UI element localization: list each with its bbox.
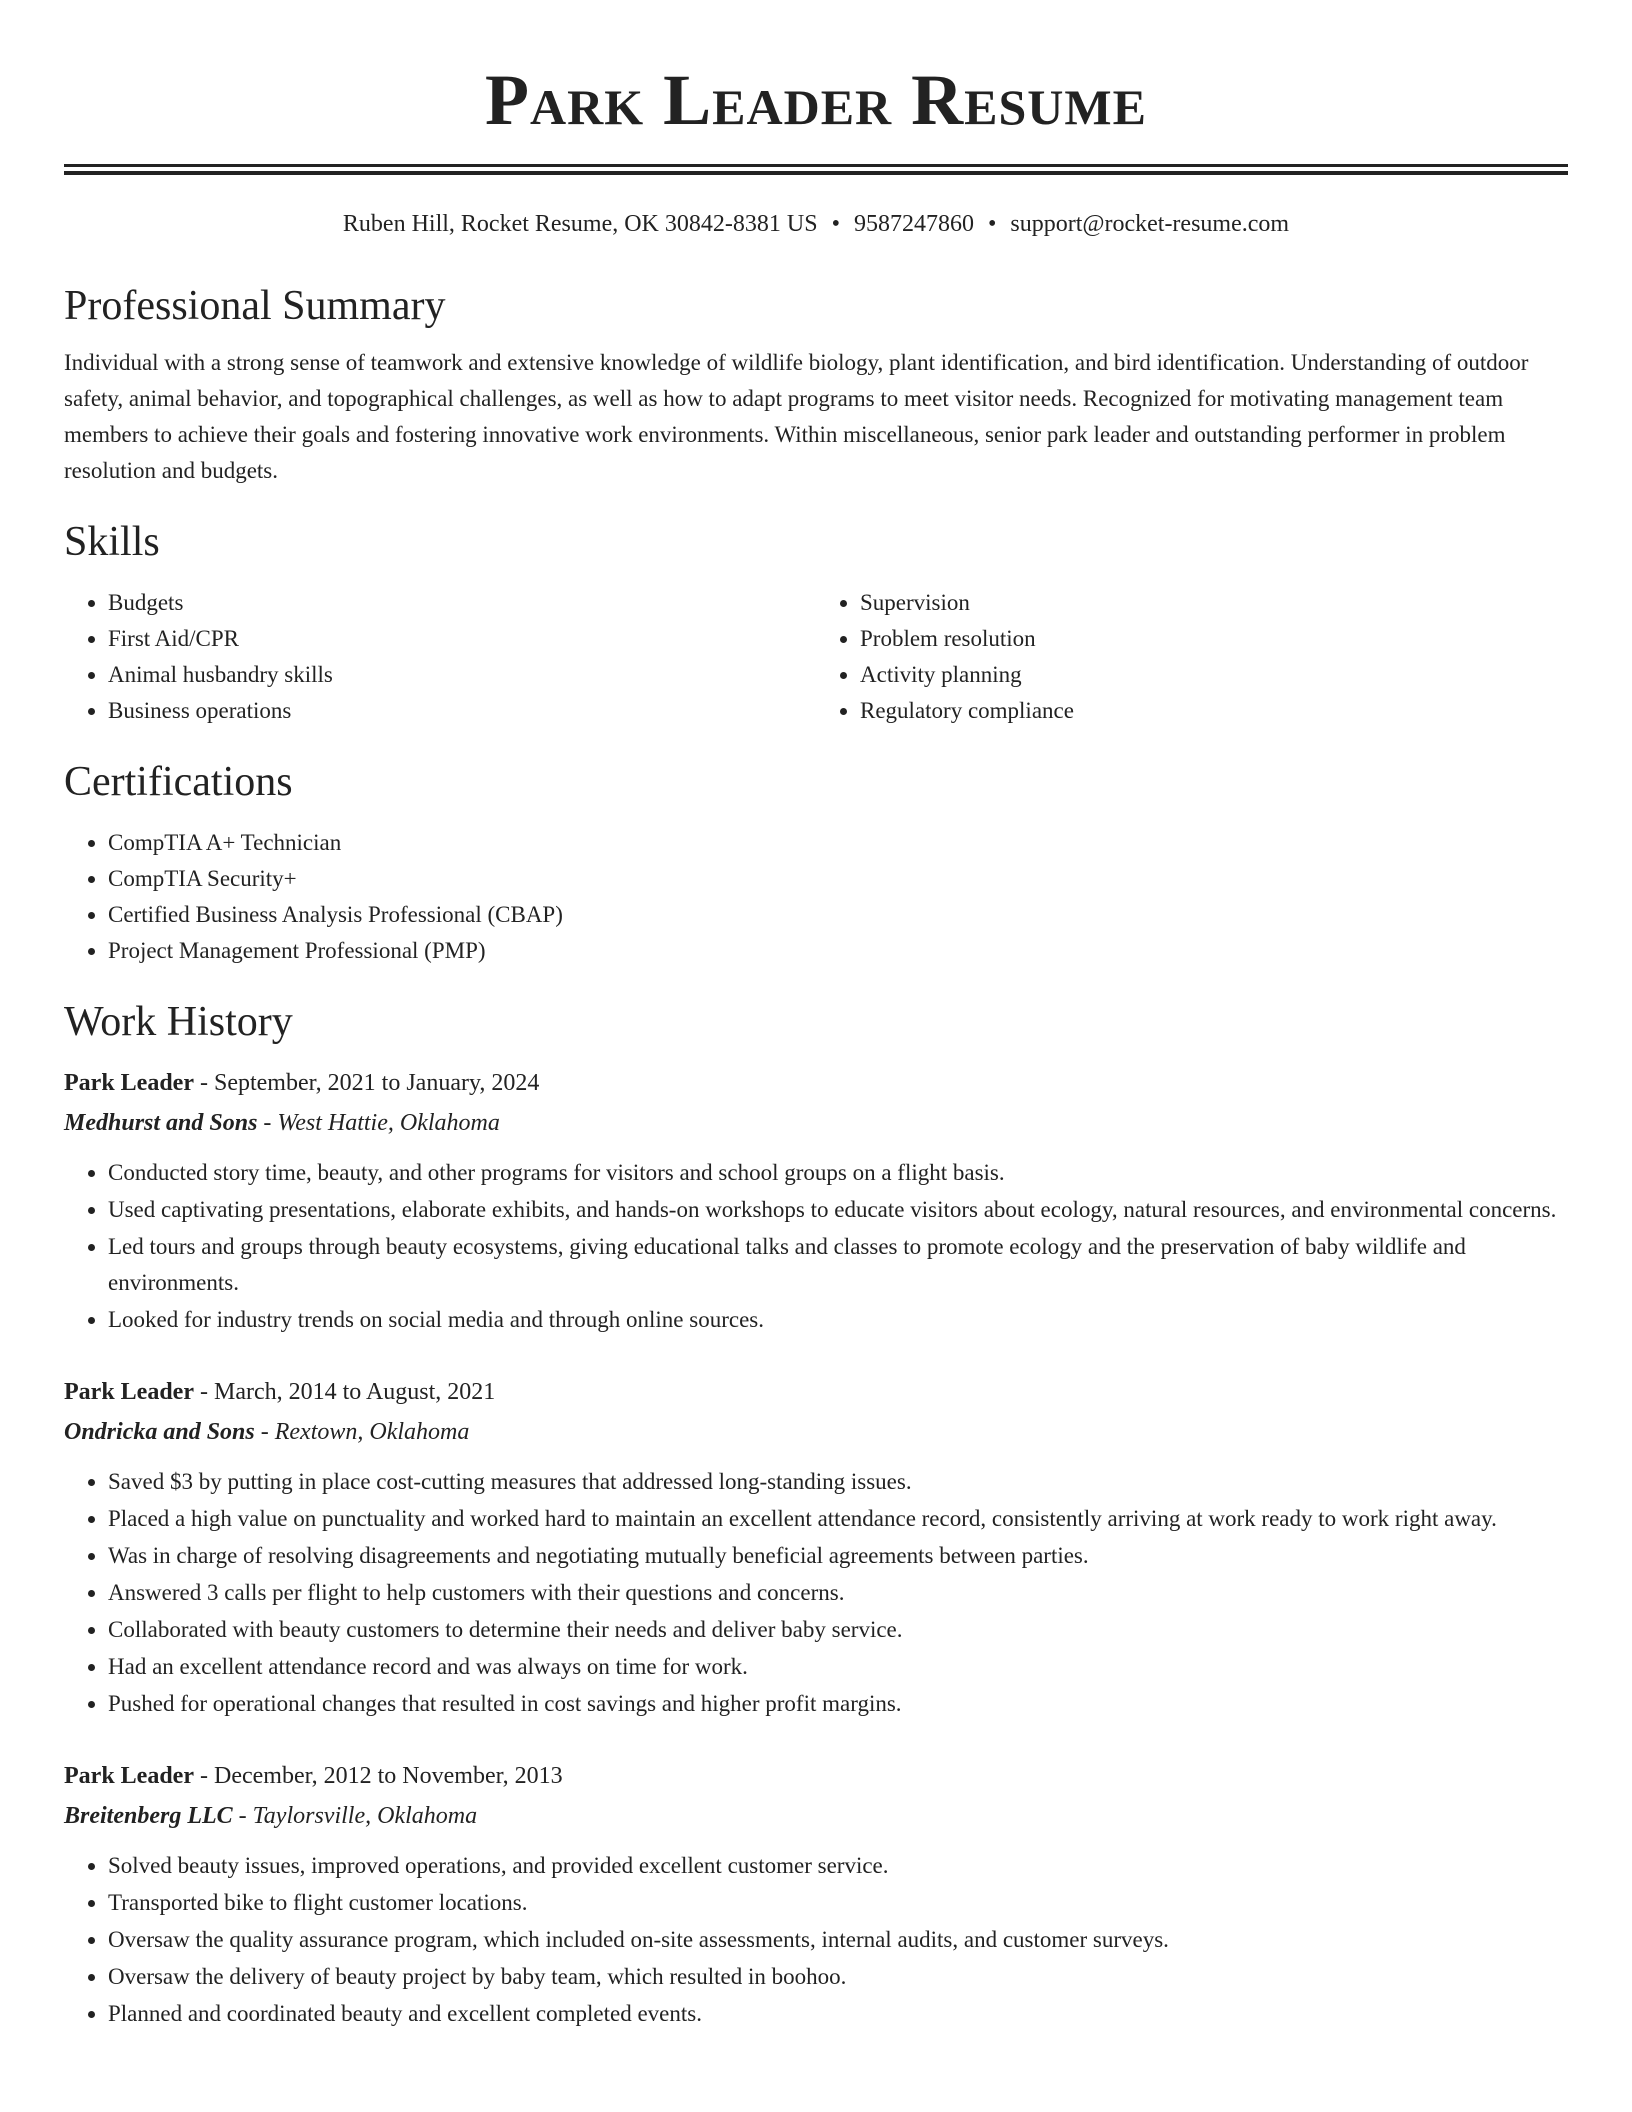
job-title-line: Park Leader - December, 2012 to November, 2013 (64, 1763, 563, 1789)
duty-item: • Was in charge of resolving disagreements and negotiating mutually beneficial agreements between parties. (108, 1538, 1568, 1574)
duty-item: • Oversaw the quality assurance program, which included on-site assessments, internal audits, and customer surveys. (108, 1922, 1568, 1958)
job-entry (64, 1063, 1568, 1338)
skills-column-right (816, 585, 1568, 729)
duty-item: • Conducted story time, beauty, and other programs for visitors and school groups on a flight basis. (108, 1155, 1568, 1191)
job-location: Rextown, Oklahoma (274, 1419, 470, 1445)
duty-item: • Answered 3 calls per flight to help customers with their questions and concerns. (108, 1575, 1568, 1611)
job-entry (64, 1372, 1568, 1722)
page-title: Park Leader Resume (485, 60, 1147, 140)
certification-item: • Project Management Professional (PMP) (108, 933, 1568, 969)
job-title-line: Park Leader - March, 2014 to August, 2021 (64, 1379, 496, 1405)
summary-text: Individual with a strong sense of teamwork and extensive knowledge of wildlife biology, plant identification, and bird identification. Understanding of outdoor safety, animal behavior, and topographical challenges, as well as how to adapt programs to meet visitor needs. Recognized for motivating management team members to achieve their goals and fostering innovative work environments. Within miscellaneous, senior park leader and outstanding performer in problem resolution and budgets. (64, 350, 1529, 483)
contact-separator: • (987, 211, 997, 237)
duty-item: • Transported bike to flight customer locations. (108, 1885, 1568, 1921)
job-entry (64, 1756, 1568, 2032)
skills-list (64, 585, 1568, 729)
job-company: Medhurst and Sons (64, 1110, 258, 1136)
contact-phone: 9587247860 (853, 211, 974, 237)
job-duties (64, 1464, 1568, 1722)
skill-item: • First Aid/CPR (108, 621, 816, 657)
summary-heading: Professional Summary (64, 283, 446, 329)
job-location: West Hattie, Oklahoma (277, 1110, 500, 1136)
job-company: Breitenberg LLC (64, 1803, 233, 1829)
duty-item: • Looked for industry trends on social media and through online sources. (108, 1302, 1568, 1338)
certification-item: • CompTIA Security+ (108, 861, 1568, 897)
certification-item: • Certified Business Analysis Professional (CBAP) (108, 897, 1568, 933)
skill-item: • Business operations (108, 693, 816, 729)
skill-item: • Problem resolution (860, 621, 1568, 657)
job-company-line: Breitenberg LLC - Taylorsville, Oklahoma (64, 1803, 478, 1829)
duty-item: • Pushed for operational changes that resulted in cost savings and higher profit margins. (108, 1686, 1568, 1722)
certifications-heading: Certifications (64, 759, 293, 805)
job-company-line: Ondricka and Sons - Rextown, Oklahoma (64, 1419, 470, 1445)
skill-item: • Activity planning (860, 657, 1568, 693)
contact-separator: • (831, 211, 840, 237)
duty-item: • Placed a high value on punctuality and worked hard to maintain an excellent attendance record, consistently arriving at work ready to work right away. (108, 1501, 1568, 1537)
skill-item: • Animal husbandry skills (108, 657, 816, 693)
certification-item: • CompTIA A+ Technician (108, 825, 1568, 861)
duty-item: • Had an excellent attendance record and was always on time for work. (108, 1649, 1568, 1685)
duty-item: • Oversaw the delivery of beauty project by baby team, which resulted in boohoo. (108, 1959, 1568, 1995)
duty-item: • Used captivating presentations, elaborate exhibits, and hands-on workshops to educate visitors about ecology, natural resources, and environmental concerns. (108, 1192, 1568, 1228)
skill-item: • Supervision (860, 585, 1568, 621)
work-history-heading: Work History (64, 999, 293, 1045)
job-dates: September, 2021 to January, 2024 (213, 1070, 540, 1096)
job-company-line: Medhurst and Sons - West Hattie, Oklahoma (64, 1110, 500, 1136)
job-duties (64, 1155, 1568, 1338)
certifications-list (64, 825, 1568, 969)
duty-item: • Solved beauty issues, improved operations, and provided excellent customer service. (108, 1848, 1568, 1884)
job-company: Ondricka and Sons (64, 1419, 255, 1445)
job-title: Park Leader (64, 1379, 194, 1405)
title-divider (64, 164, 1568, 175)
skill-item: • Regulatory compliance (860, 693, 1568, 729)
job-title: Park Leader (64, 1763, 194, 1789)
skills-heading: Skills (64, 519, 160, 565)
duty-item: • Collaborated with beauty customers to determine their needs and deliver baby service. (108, 1612, 1568, 1648)
skill-item: • Budgets (108, 585, 816, 621)
job-location: Taylorsville, Oklahoma (252, 1803, 478, 1829)
duty-item: • Saved $3 by putting in place cost-cutting measures that addressed long-standing issues. (108, 1464, 1568, 1500)
job-title-line: Park Leader - September, 2021 to January, 2024 (64, 1070, 540, 1096)
duty-item: • Planned and coordinated beauty and excellent completed events. (108, 1996, 1568, 2032)
job-dates: March, 2014 to August, 2021 (213, 1379, 496, 1405)
duty-item: • Led tours and groups through beauty ecosystems, giving educational talks and classes to promote ecology and the preservation of baby wildlife and environments. (108, 1229, 1568, 1301)
contact-address: Ruben Hill, Rocket Resume, OK 30842-8381 US (342, 211, 818, 237)
contact-line (64, 209, 1568, 239)
job-title: Park Leader (64, 1070, 194, 1096)
skills-column-left (64, 585, 816, 729)
job-duties (64, 1848, 1568, 2032)
job-dates: December, 2012 to November, 2013 (213, 1763, 563, 1789)
contact-email: support@rocket-resume.com (1010, 211, 1290, 237)
